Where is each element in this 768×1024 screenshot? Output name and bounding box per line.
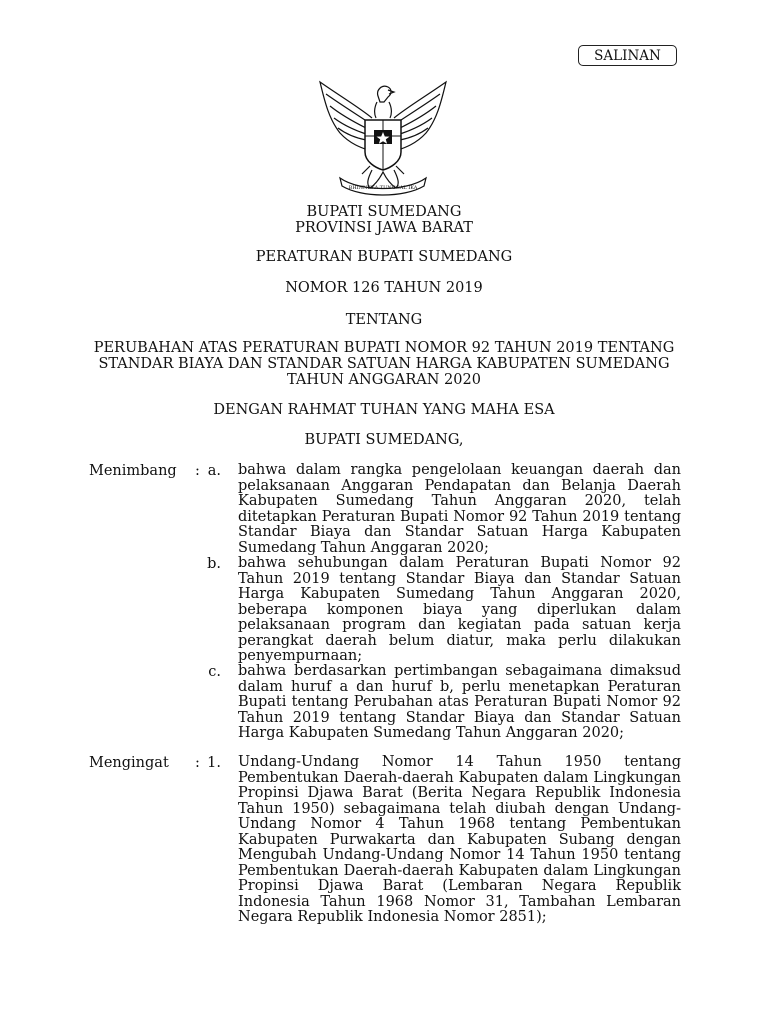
province-title: PROVINSI JAWA BARAT bbox=[295, 220, 473, 236]
blessing-line: DENGAN RAHMAT TUHAN YANG MAHA ESA bbox=[213, 402, 555, 418]
about-label: TENTANG bbox=[345, 312, 423, 328]
mengingat-item-1-text: Undang-Undang Nomor 14 Tahun 1950 tentang Pembentukan Daerah-daerah Kabupaten dalam Lingkungan Propinsi Djawa Barat (Berita Negara Republik Indonesia Tahun 1950) sebagaimana telah diubah dengan Undang-Undang Nomor 4 Tahun 1968 tentang Pembentukan Kabupaten Purwakarta dan Kabupaten Subang dengan Mengubah Undang-Undang Nomor 14 Tahun 1950 tentang Pembentukan Daerah-daerah Kabupaten dalam Lingkungan Propinsi Djawa Barat (Lembaran Negara Republik Indonesia Tahun 1968 Nomor 31, Tambahan Lembaran Negara Republik Indonesia Nomor 2851); bbox=[238, 754, 681, 925]
menimbang-item-b-text: bahwa sehubungan dalam Peraturan Bupati Nomor 92 Tahun 2019 tentang Standar Biaya dan Standar Satuan Harga Kabupaten Sumedang Tahun Anggaran 2020, beberapa komponen biaya yang diperlukan dalam pelaksanaan program dan kegiatan pada satuan kerja perangkat daerah belum diatur, maka perlu dilakukan penyempurnaan; bbox=[238, 555, 681, 664]
mengingat-item-1-marker: 1. bbox=[207, 755, 221, 771]
menimbang-item-c-text: bahwa berdasarkan pertimbangan sebagaimana dimaksud dalam huruf a dan huruf b, perlu menetapkan Peraturan Bupati tentang Perubahan atas Peraturan Bupati Nomor 92 Tahun 2019 tentang Standar Biaya dan Standar Satuan Harga Kabupaten Sumedang Tahun Anggaran 2020; bbox=[238, 663, 681, 741]
subject-line-3: TAHUN ANGGARAN 2020 bbox=[287, 372, 481, 388]
menimbang-colon: : bbox=[195, 463, 200, 479]
menimbang-item-b-marker: b. bbox=[207, 556, 221, 572]
regulation-title: PERATURAN BUPATI SUMEDANG bbox=[255, 249, 513, 265]
mengingat-colon: : bbox=[195, 755, 200, 771]
subject-line-2: STANDAR BIAYA DAN STANDAR SATUAN HARGA KABUPATEN SUMEDANG bbox=[98, 356, 670, 372]
regulation-number: NOMOR 126 TAHUN 2019 bbox=[285, 280, 483, 296]
menimbang-label: Menimbang bbox=[89, 463, 177, 479]
menimbang-item-c-marker: c. bbox=[208, 664, 221, 680]
menimbang-item-a-marker: a. bbox=[207, 463, 221, 479]
garuda-emblem-icon bbox=[310, 78, 456, 198]
subject-line-1: PERUBAHAN ATAS PERATURAN BUPATI NOMOR 92 TAHUN 2019 TENTANG bbox=[93, 340, 675, 356]
mengingat-label: Mengingat bbox=[89, 755, 169, 771]
salinan-stamp: SALINAN bbox=[578, 45, 677, 66]
menimbang-item-a-text: bahwa dalam rangka pengelolaan keuangan daerah dan pelaksanaan Anggaran Pendapatan dan Belanja Daerah Kabupaten Sumedang Tahun Anggaran 2020, telah ditetapkan Peraturan Bupati Nomor 92 Tahun 2019 tentang Standar Biaya dan Standar Satuan Harga Kabupaten Sumedang Tahun Anggaran 2020; bbox=[238, 462, 681, 556]
regent-title: BUPATI SUMEDANG bbox=[306, 204, 462, 220]
svg-text:BHINNEKA TUNGGAL IKA: BHINNEKA TUNGGAL IKA bbox=[348, 185, 418, 191]
official-line: BUPATI SUMEDANG, bbox=[304, 432, 464, 448]
